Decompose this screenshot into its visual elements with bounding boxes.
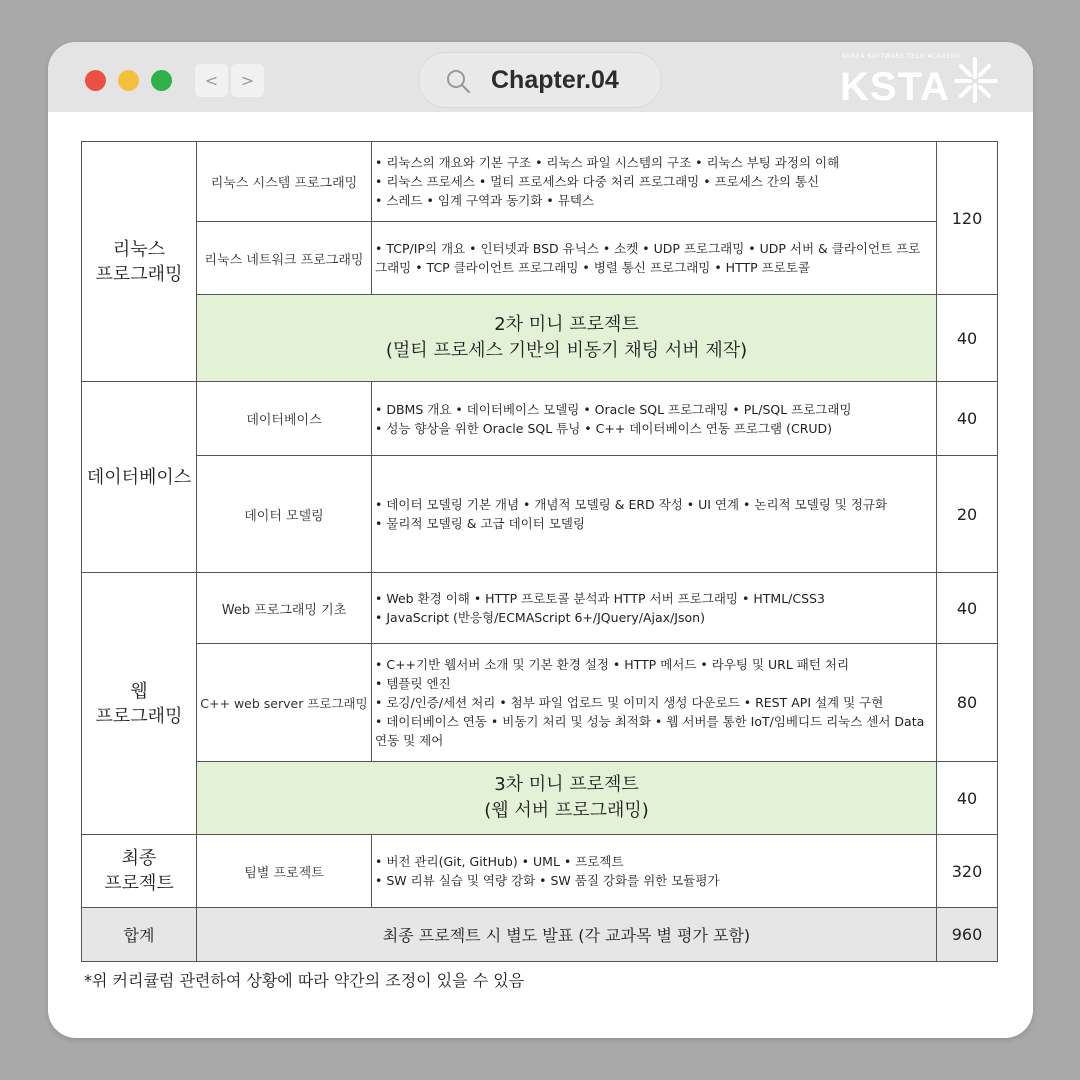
table-row: [82, 835, 998, 908]
total-hours: 960: [937, 908, 998, 962]
hours-cell: 120: [937, 142, 998, 295]
category-web: 웹 프로그래밍: [82, 573, 197, 835]
address-bar[interactable]: [418, 52, 662, 108]
details-cell: • Web 환경 이해 • HTTP 프로토콜 분석과 HTTP 서버 프로그래밍 • HTML/CSS3 • JavaScript (반응형/ECMAScript 6+/JQuery/Ajax/Json): [372, 573, 937, 644]
details-cell: • DBMS 개요 • 데이터베이스 모델링 • Oracle SQL 프로그래밍 • PL/SQL 프로그래밍 • 성능 향상을 위한 Oracle SQL 튜닝 • C++ 데이터베이스 연동 프로그램 (CRUD): [372, 382, 937, 456]
category-database: 데이터베이스: [82, 382, 197, 573]
back-button[interactable]: [195, 64, 228, 97]
category-final-project: 최종 프로젝트: [82, 835, 197, 908]
table-row: [82, 222, 998, 295]
page-title: Chapter.04: [491, 66, 619, 94]
logo-wordmark: KSTA: [840, 65, 950, 109]
search-icon: [445, 68, 471, 94]
logo-tagline: KOREA SOFTWARE TECH ACADEMY: [842, 53, 961, 60]
asterisk-icon: [950, 55, 1000, 105]
hours-cell: 40: [937, 762, 998, 835]
table-row: [82, 382, 998, 456]
browser-window: [48, 42, 1033, 1038]
close-window-button[interactable]: [85, 70, 106, 91]
subject-cell: 데이터베이스: [197, 382, 372, 456]
total-label: 합계: [82, 908, 197, 962]
hours-cell: 40: [937, 295, 998, 382]
table-row: [82, 573, 998, 644]
ksta-logo: [838, 53, 1008, 107]
hours-cell: 320: [937, 835, 998, 908]
total-row: [82, 908, 998, 962]
mini-project-row: [82, 762, 998, 835]
subject-cell: 데이터 모델링: [197, 456, 372, 573]
mini-project-cell: 2차 미니 프로젝트 (멀티 프로세스 기반의 비동기 채팅 서버 제작): [197, 295, 937, 382]
details-cell: • TCP/IP의 개요 • 인터넷과 BSD 유닉스 • 소켓 • UDP 프로그래밍 • UDP 서버 & 클라이언트 프로그래밍 • TCP 클라이언트 프로그래밍 • 병렬 통신 프로그래밍 • HTTP 프로토콜: [372, 222, 937, 295]
details-cell: • C++기반 웹서버 소개 및 기본 환경 설정 • HTTP 메서드 • 라우팅 및 URL 패턴 처리 • 템플릿 엔진 • 로깅/인증/세션 처리 • 첨부 파일 업로드 및 이미지 생성 다운로드 • REST API 설계 및 구현 • 데이터베이스 연동 • 비동기 처리 및 성능 최적화 • 웹 서버를 통한 IoT/임베디드 리눅스 센서 Data 연동 및 제어: [372, 644, 937, 762]
footnote: *위 커리큘럼 관련하여 상황에 따라 약간의 조정이 있을 수 있음: [84, 971, 525, 990]
maximize-window-button[interactable]: [151, 70, 172, 91]
curriculum-table: [81, 141, 998, 962]
hours-cell: 40: [937, 573, 998, 644]
forward-button[interactable]: [231, 64, 264, 97]
subject-cell: Web 프로그래밍 기초: [197, 573, 372, 644]
minimize-window-button[interactable]: [118, 70, 139, 91]
subject-cell: 리눅스 시스템 프로그래밍: [197, 142, 372, 222]
subject-cell: 팀별 프로젝트: [197, 835, 372, 908]
details-cell: • 리눅스의 개요와 기본 구조 • 리눅스 파일 시스템의 구조 • 리눅스 부팅 과정의 이해 • 리눅스 프로세스 • 멀티 프로세스와 다중 처리 프로그래밍 • 프로세스 간의 통신 • 스레드 • 임계 구역과 동기화 • 뮤텍스: [372, 142, 937, 222]
chevron-right-icon: >: [240, 71, 255, 90]
table-row: [82, 456, 998, 573]
subject-cell: C++ web server 프로그래밍: [197, 644, 372, 762]
hours-cell: 80: [937, 644, 998, 762]
table-row: [82, 644, 998, 762]
table-row: [82, 142, 998, 222]
category-linux: 리눅스 프로그래밍: [82, 142, 197, 382]
chevron-left-icon: <: [204, 71, 219, 90]
details-cell: • 버전 관리(Git, GitHub) • UML • 프로젝트 • SW 리뷰 실습 및 역량 강화 • SW 품질 강화를 위한 모듈평가: [372, 835, 937, 908]
hours-cell: 20: [937, 456, 998, 573]
hours-cell: 40: [937, 382, 998, 456]
details-cell: • 데이터 모델링 기본 개념 • 개념적 모델링 & ERD 작성 • UI 연계 • 논리적 모델링 및 정규화 • 물리적 모델링 & 고급 데이터 모델링: [372, 456, 937, 573]
total-description: 최종 프로젝트 시 별도 발표 (각 교과목 별 평가 포함): [197, 908, 937, 962]
mini-project-row: [82, 295, 998, 382]
title-bar: [48, 42, 1033, 112]
subject-cell: 리눅스 네트워크 프로그래밍: [197, 222, 372, 295]
mini-project-cell: 3차 미니 프로젝트 (웹 서버 프로그래밍): [197, 762, 937, 835]
